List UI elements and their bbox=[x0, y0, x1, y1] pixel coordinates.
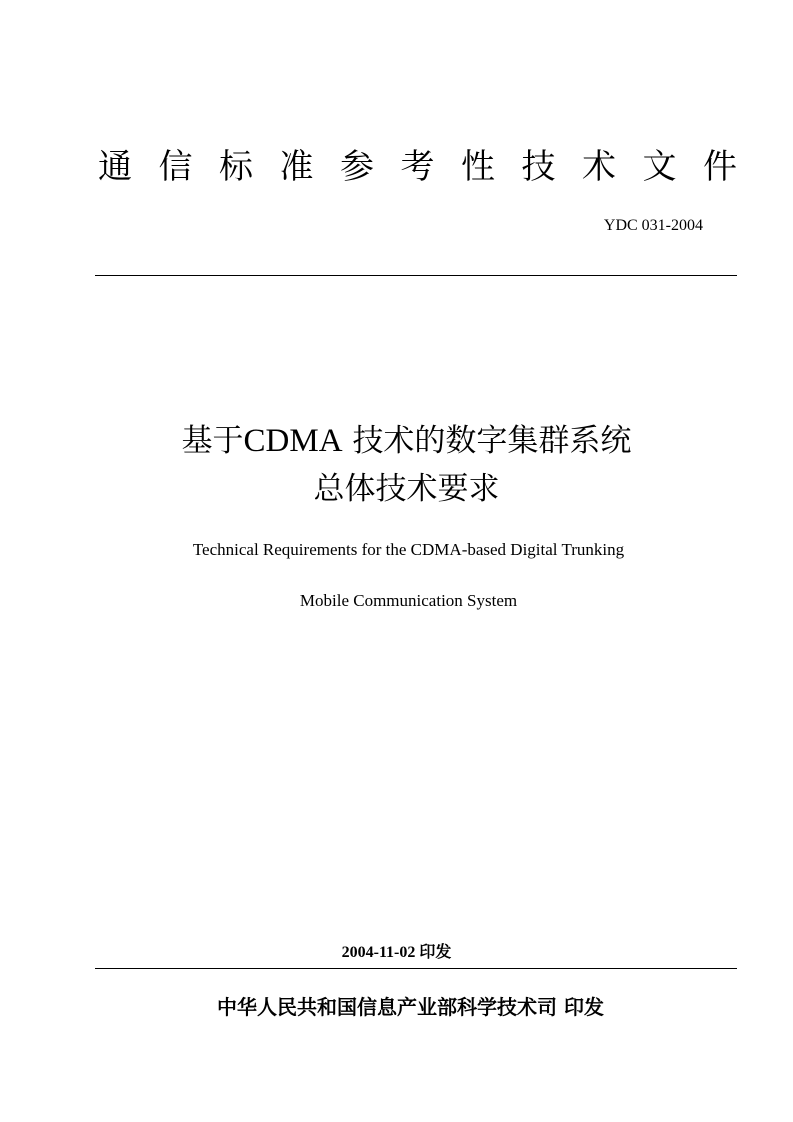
doc-type-char: 准 bbox=[279, 147, 314, 187]
english-title-line-2: Mobile Communication System bbox=[299, 591, 518, 610]
title-latin: CDMA bbox=[243, 423, 343, 459]
doc-type-char: 通 bbox=[98, 147, 132, 187]
english-title-line-1: Technical Requirements for the CDMA-based Digital Trunking bbox=[192, 540, 625, 559]
document-number: YDC 031-2004 bbox=[603, 217, 703, 234]
title-suffix: 技术的数字集群系统 bbox=[352, 423, 632, 459]
issuing-authority: 中华人民共和国信息产业部科学技术司 印发 bbox=[217, 995, 604, 1019]
doc-type-char: 考 bbox=[400, 147, 435, 187]
doc-type-char: 参 bbox=[340, 147, 374, 187]
chinese-title-line-2: 总体技术要求 bbox=[313, 471, 500, 507]
title-prefix: 基于 bbox=[181, 423, 244, 459]
document-type-heading bbox=[95, 142, 740, 192]
doc-type-char: 信 bbox=[158, 147, 193, 187]
doc-type-char: 技 bbox=[521, 147, 556, 187]
doc-type-char: 文 bbox=[642, 147, 677, 187]
doc-type-char: 性 bbox=[461, 147, 495, 187]
top-divider bbox=[95, 275, 737, 276]
issue-date: 2004-11-02 印发 bbox=[341, 944, 452, 961]
doc-type-char: 件 bbox=[703, 147, 737, 187]
doc-type-char: 标 bbox=[219, 147, 253, 187]
bottom-divider bbox=[95, 968, 737, 969]
doc-type-char: 术 bbox=[582, 147, 616, 187]
chinese-title-line-1 bbox=[10, 418, 793, 464]
